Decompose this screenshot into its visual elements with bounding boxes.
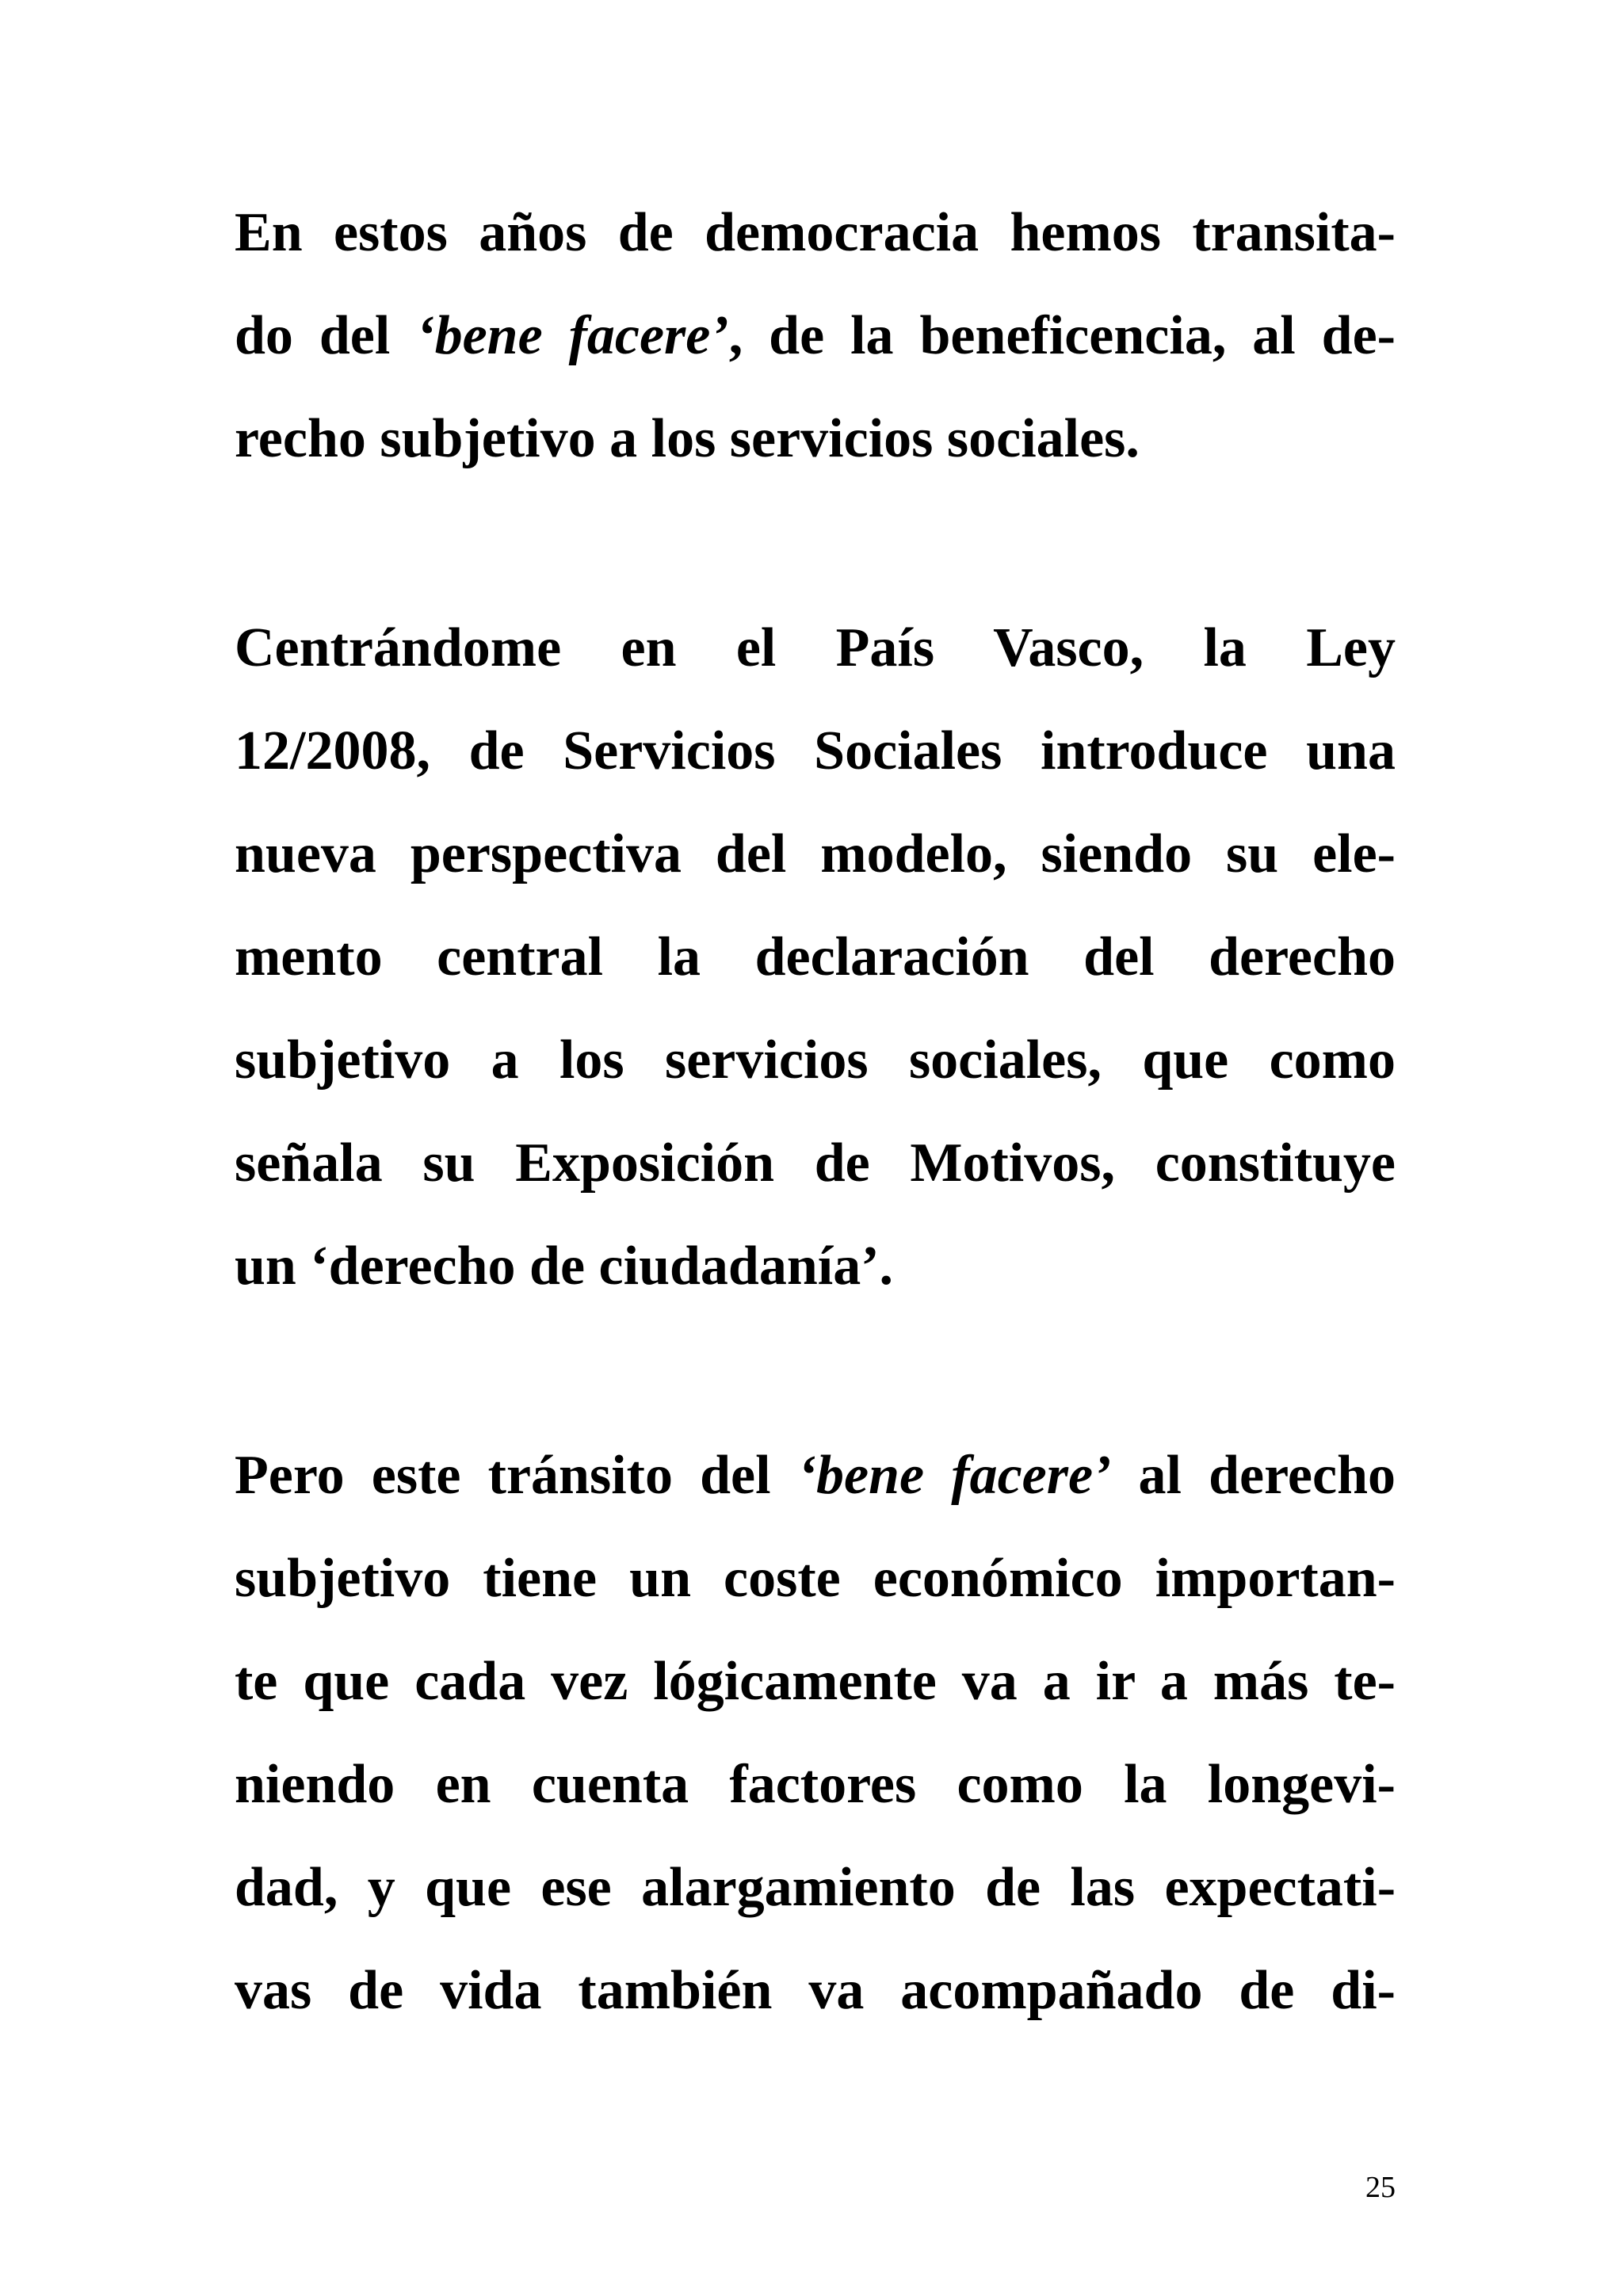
paragraph-2-line-5: subjetivo a los servicios sociales, que como xyxy=(235,1030,1396,1091)
text-segment: do del xyxy=(235,305,417,366)
paragraph-2-line-3: nueva perspectiva del modelo, siendo su ele- xyxy=(235,823,1396,884)
page-number: 25 xyxy=(1365,2171,1396,2204)
paragraph-3-line-3: te que cada vez lógicamente va a ir a más te- xyxy=(235,1651,1396,1712)
paragraph-3-line-6: vas de vida también va acompañado de di- xyxy=(235,1960,1396,2021)
paragraph-3-line-2: subjetivo tiene un coste económico importan- xyxy=(235,1548,1396,1609)
paragraph-2-line-7: un ‘derecho de ciudadanía’. xyxy=(235,1236,894,1297)
paragraph-2-line-4: mento central la declaración del derecho xyxy=(235,926,1396,988)
text-segment: al derecho xyxy=(1111,1445,1396,1506)
italic-phrase: ‘bene facere’ xyxy=(797,1445,1112,1506)
text-segment: Pero este tránsito del xyxy=(235,1445,798,1506)
paragraph-2-line-6: señala su Exposición de Motivos, constituye xyxy=(235,1133,1396,1194)
paragraph-1-line-3: recho subjetivo a los servicios sociales. xyxy=(235,408,1140,469)
paragraph-1-line-2 xyxy=(235,292,1396,380)
paragraph-2-line-1: Centrándome en el País Vasco, la Ley xyxy=(235,617,1396,678)
paragraph-1-line-1: En estos años de democracia hemos transita- xyxy=(235,202,1396,263)
paragraph-3-line-4: niendo en cuenta factores como la longevi- xyxy=(235,1754,1396,1815)
paragraph-2-line-2: 12/2008, de Servicios Sociales introduce una xyxy=(235,720,1396,781)
paragraph-3-line-1 xyxy=(235,1432,1396,1519)
text-segment: , de la beneficencia, al de- xyxy=(728,305,1396,366)
italic-phrase: ‘bene facere’ xyxy=(416,305,729,366)
paragraph-3-line-5: dad, y que ese alargamiento de las expectati- xyxy=(235,1857,1396,1918)
